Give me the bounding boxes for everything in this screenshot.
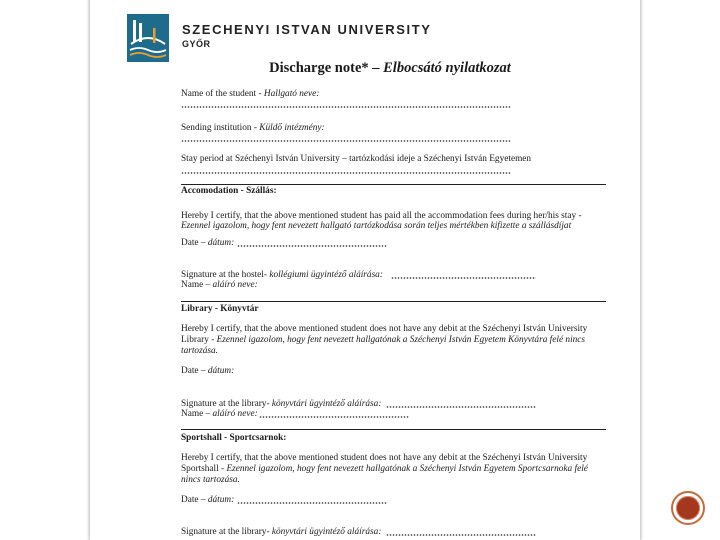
sportshall-signature-label: Signature at the library- könyvtári ügyintéző aláírása: bbox=[181, 527, 382, 537]
student-name-field[interactable] bbox=[181, 106, 511, 108]
nav-circle-icon bbox=[676, 496, 700, 520]
section-divider bbox=[181, 301, 606, 302]
stay-period-field[interactable] bbox=[181, 172, 511, 174]
stay-period-label: Stay period at Széchenyi István University – tartózkodási ideje a Széchenyi István Egyetemen bbox=[181, 154, 532, 164]
library-signature-label: Signature at the library- könyvtári ügyintéző aláírása: bbox=[181, 399, 382, 409]
library-heading: Library - Könyvtár bbox=[181, 304, 259, 314]
accommodation-date-field[interactable] bbox=[237, 245, 387, 247]
library-name-label: Name – aláíró neve: bbox=[181, 409, 258, 419]
sportshall-text-en: Hereby I certify, that the above mentioned student does not have any debit at the Széchenyi István University bbox=[181, 453, 588, 463]
university-logo-icon bbox=[127, 14, 169, 62]
slide-nav-button[interactable] bbox=[671, 491, 705, 525]
sportshall-date-field[interactable] bbox=[237, 502, 387, 504]
sending-institution-field[interactable] bbox=[181, 140, 511, 142]
sending-institution-label: Sending institution - Küldő intézmény: bbox=[181, 123, 325, 133]
accommodation-text-hu: Ezennel igazolom, hogy fent nevezett hallgató tartózkodása során teljes mértékben kifizette a szállásdíjat bbox=[181, 221, 572, 231]
accommodation-name-label: Name – aláíró neve: bbox=[181, 280, 258, 290]
title-english: Discharge note* – bbox=[269, 60, 384, 76]
university-name: SZECHENYI ISTVAN UNIVERSITY bbox=[182, 22, 432, 37]
accommodation-text-en: Hereby I certify, that the above mentioned student has paid all the accommodation fees during her/his stay - bbox=[181, 211, 582, 221]
section-divider bbox=[181, 184, 606, 185]
library-signature-field[interactable] bbox=[386, 406, 536, 408]
sportshall-date-label: Date – dátum: bbox=[181, 495, 235, 505]
accommodation-signature-label: Signature at the hostel- kollégiumi ügyintéző aláírása: bbox=[181, 270, 383, 280]
page-title bbox=[181, 60, 599, 77]
library-text-hu: Library - Ezennel igazolom, hogy fent nevezett hallgatónak a Széchenyi István Egyetem Könyvtára felé nincs bbox=[181, 335, 586, 345]
accommodation-signature-field[interactable] bbox=[391, 277, 536, 279]
university-city: GYŐR bbox=[182, 39, 211, 49]
library-text-en: Hereby I certify, that the above mentioned student does not have any debit at the Széchenyi István University bbox=[181, 324, 588, 334]
library-date-label: Date – dátum: bbox=[181, 366, 235, 376]
section-divider bbox=[181, 429, 606, 430]
library-text-hu-2: tartozása. bbox=[181, 346, 218, 356]
sportshall-text-hu-2: nincs tartozása. bbox=[181, 475, 240, 485]
library-name-field[interactable] bbox=[259, 416, 409, 418]
sportshall-heading: Sportshall - Sportcsarnok: bbox=[181, 433, 287, 443]
title-hungarian: Elbocsátó nyilatkozat bbox=[383, 60, 511, 76]
student-name-label: Name of the student - Hallgató neve: bbox=[181, 89, 320, 99]
accommodation-date-label: Date – dátum: bbox=[181, 238, 235, 248]
sportshall-signature-field[interactable] bbox=[386, 534, 536, 536]
accommodation-heading: Accomodation - Szállás: bbox=[181, 186, 277, 196]
sportshall-text-hu: Sportshall - Ezennel igazolom, hogy fent nevezett hallgatónak a Széchenyi István Egyetem Sportcsarnoka felé bbox=[181, 464, 588, 474]
